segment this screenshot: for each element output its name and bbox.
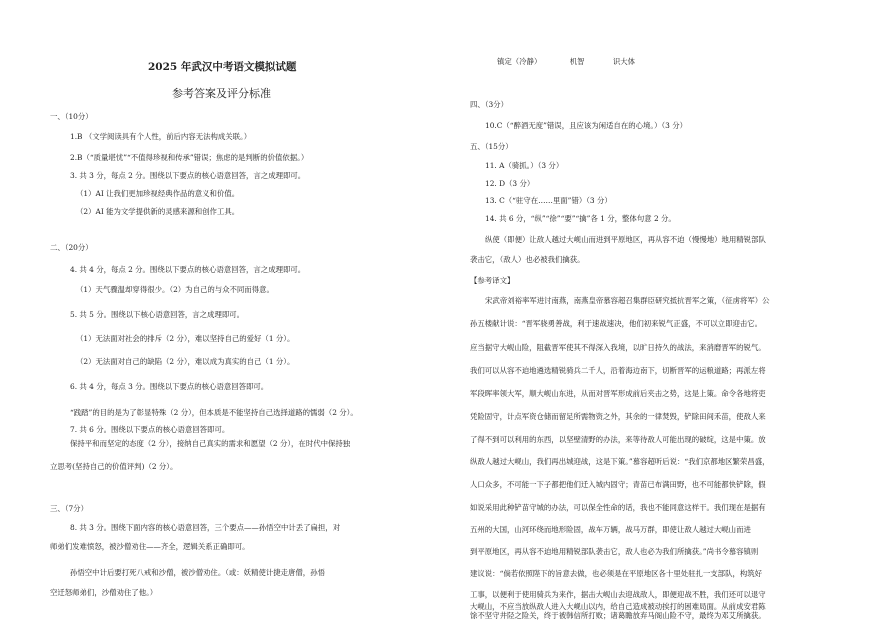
translation-line: 了得不到可以利用的东西，以坚壁清野的办法，来等待敌人可能出现的破绽，这是中策。放 <box>470 435 766 444</box>
answer-line: （1）AI 让我们更加珍视经典作品的意义和价值。 <box>76 189 240 198</box>
translation-line: 人口众多，不可能一下子都把他们迁入城内固守；青苗已布满田野，也不可能都快铲除，假 <box>470 480 766 489</box>
answer-line: 12. D（3 分） <box>485 179 535 188</box>
answer-line: 7. 共 6 分。围绕以下要点的核心语意回答即可。 <box>70 425 230 434</box>
answer-line: 4. 共 4 分，每点 2 分。围绕以下要点的核心语意回答，言之成理即可。 <box>70 265 306 274</box>
keyword: 机智 <box>569 57 585 66</box>
left-page <box>0 0 435 616</box>
translation-line: 馀不坚守井陉之险关，终于被韩信所打败；诸葛瞻放弃马阁山险不守，最终为邓艾所擒获。 <box>470 611 766 620</box>
translation-line: 工事，以便利于使用骑兵为来作，据击大岘山去迎战敌人，即便迎战不胜，我们还可以退守 <box>470 590 766 599</box>
answer-line: 2.B（“质量堪忧”“不值得珍视和传承”错误；焦虑的是判断的价值依据。） <box>70 153 309 162</box>
translation-line: 我们可以从容不迫地遴选精锐骑兵二千人，沿着海边南下，切断晋军的运粮道路；再派左将 <box>470 366 766 375</box>
translation-heading: 【参考译文】 <box>470 276 515 285</box>
section-heading-5: 五、（15分） <box>470 142 513 151</box>
answer-line: 5. 共 5 分。围绕以下核心语意回答，言之成理即可。 <box>70 310 245 319</box>
keyword: 镇定（冷静） <box>497 57 542 66</box>
answer-line: 10.C（“醉酒无度”错误，且应该为闲适自在的心境。）（3 分） <box>485 121 687 130</box>
answer-line: 11. A（骑抓。）（3 分） <box>485 161 564 170</box>
translation-line: 到平原地区，再从容不迫地用精锐部队袭击它，敌人也必为我们所擒获。”尚书令慕容镇则 <box>470 547 759 556</box>
translation-line: 纵敌人越过大岘山，我们再出城迎战，这是下策。”慕容超听后说：“我们京都地区繁荣昌盛， <box>470 457 770 466</box>
keyword: 识大体 <box>612 57 636 66</box>
section-heading-3: 三、（7分） <box>50 504 88 513</box>
answer-line: 6. 共 4 分，每点 3 分。围绕以下要点的核心语意回答即可。 <box>70 382 269 391</box>
answer-line: 纵使（即便）让敌人越过大岘山而进到平原地区，再从容不迫（慢慢地）地用精锐部队 <box>485 235 766 244</box>
document-title: 2025 年武汉中考语文模拟试题 <box>148 61 297 73</box>
answer-line: 空迁怒师弟们，沙僧劝住了他。） <box>50 588 158 597</box>
translation-line: 军段晖率领大军，顺大岘山东进，从而对晋军形成前后夹击之势，这是上策。命令各地将吏 <box>470 389 766 398</box>
section-heading-2: 二、（20分） <box>50 243 93 252</box>
answer-line: 袭击它，（敌人）也必被我们擒获。 <box>470 255 585 264</box>
document-subtitle: 参考答案及评分标准 <box>172 87 271 100</box>
section-heading-1: 一、（10分） <box>50 112 93 121</box>
answer-line: （1）天气骤温却穿得很少。（2）为自己的与众不同而得意。 <box>76 285 274 294</box>
translation-line: 建议说：“倘若依照陛下的旨意去做，也必须是在平原地区各十里处驻扎一支部队，构筑好 <box>470 569 763 578</box>
answer-line: （1）无法面对社会的排斥（2 分），难以坚持自己的爱好（1 分）。 <box>76 334 295 343</box>
translation-line: 宋武帝刘裕率军进讨南燕，南燕皇帝慕容超召集群臣研究抵抗晋军之策，（征虏将军）公 <box>485 296 770 305</box>
translation-line: 大岘山，不应当放纵敌人进入大岘山以内，给自己造成被动挨打的困难局面。从前成安君陈 <box>470 602 766 611</box>
answer-line: 14. 共 6 分，“纵”“徐”“要”“擒”各 1 分，整体句意 2 分。 <box>485 214 676 223</box>
translation-line: 五州的大国，山河环绕而地形险固，战车万辆，战马万群，即使让敌人越过大岘山而进 <box>470 525 751 534</box>
section-heading-4: 四、（3分） <box>470 100 508 109</box>
answer-line: 3. 共 3 分，每点 2 分。围绕以下要点的核心语意回答，言之成理即可。 <box>70 171 306 180</box>
answer-line: 师弟们发难愤怒，被沙僧劝住——齐全，逻辑关系正确即可。 <box>50 542 250 551</box>
translation-line: 孙五楼献计说：“晋军骁勇善战，利于速战速决，他们初来锐气正盛，不可以立即迎击它。 <box>470 319 763 328</box>
answer-line: 8. 共 3 分。围绕下面内容的核心语意回答，三个要点——孙悟空中计丢了扁担，对 <box>70 523 341 532</box>
answer-line: 13. C（“驻守在……里面”错）（3 分） <box>485 196 612 205</box>
answer-line: 孙悟空中计后要打死八戒和沙僧，被沙僧劝住。（或：妖精使计捷走唐僧，孙悟 <box>70 568 325 577</box>
answer-line: 保持平和而坚定的态度（2 分），接纳自己真实的需求和愿望（2 分），在时代中保持独 <box>70 439 351 448</box>
translation-line: 如说采用此种铲苗守城的办法，可以保全性命的话，我也不能同意这样干。我们现在是据有 <box>470 503 766 512</box>
translation-line: 凭险固守，计点军资仓储而留足所需物资之外，其余的一律焚毁，铲除田间禾苗，使敌人来 <box>470 412 766 421</box>
answer-line: （2）AI 能为文学提供新的灵感来源和创作工具。 <box>76 207 240 216</box>
right-page <box>440 0 870 620</box>
answer-keywords <box>497 58 661 65</box>
answer-line: （2）无法面对自己的缺陷（2 分），难以成为真实的自己（1 分）。 <box>76 357 295 366</box>
answer-line: 立思考(坚持自己的价值评判)（2 分）。 <box>50 462 178 471</box>
translation-line: 应当据守大岘山险，阻截晋军使其不得深入我境，以旷日持久的战法，来消磨晋军的锐气。 <box>470 343 766 352</box>
answer-line: 1.B （文学阅读具有个人性，前后内容无法构成关联。） <box>70 132 252 141</box>
answer-line: “践踏”的目的是为了彰显特殊（2 分），但本质是不能坚持自己选择道路的懦弱（2 分）。 <box>70 408 358 417</box>
